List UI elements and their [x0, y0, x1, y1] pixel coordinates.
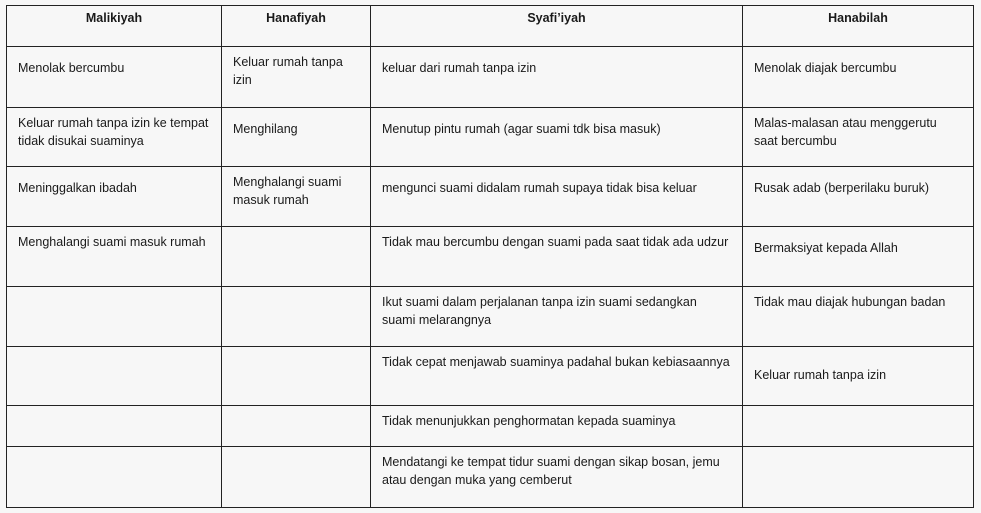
- table-row: [7, 108, 974, 167]
- table-cell: Rusak adab (berperilaku buruk): [743, 167, 974, 227]
- table-cell: Menghalangi suami masuk rumah: [7, 227, 222, 287]
- table-row: [7, 167, 974, 227]
- table-cell: [7, 406, 222, 447]
- table-cell: Bermaksiyat kepada Allah: [743, 227, 974, 287]
- table-cell: [743, 406, 974, 447]
- table-cell: [7, 347, 222, 406]
- table-cell: keluar dari rumah tanpa izin: [371, 47, 743, 108]
- table-cell: Tidak mau bercumbu dengan suami pada saat tidak ada udzur: [371, 227, 743, 287]
- table-cell: Menolak diajak bercumbu: [743, 47, 974, 108]
- table-cell: Tidak cepat menjawab suaminya padahal bukan kebiasaannya: [371, 347, 743, 406]
- table-cell: Menghalangi suami masuk rumah: [222, 167, 371, 227]
- table-cell: Menutup pintu rumah (agar suami tdk bisa masuk): [371, 108, 743, 167]
- table-cell: Keluar rumah tanpa izin: [222, 47, 371, 108]
- table-cell: Tidak mau diajak hubungan badan: [743, 287, 974, 347]
- comparison-table: [6, 5, 974, 508]
- header-hanabilah: Hanabilah: [743, 6, 974, 47]
- table-row: [7, 287, 974, 347]
- table-cell: [222, 347, 371, 406]
- table-row: [7, 406, 974, 447]
- table-cell: Keluar rumah tanpa izin ke tempat tidak disukai suaminya: [7, 108, 222, 167]
- table-cell: [222, 406, 371, 447]
- table-cell: Keluar rumah tanpa izin: [743, 347, 974, 406]
- table-cell: [222, 287, 371, 347]
- table-row: [7, 227, 974, 287]
- table-cell: Ikut suami dalam perjalanan tanpa izin suami sedangkan suami melarangnya: [371, 287, 743, 347]
- table-cell: [222, 227, 371, 287]
- table-cell: Tidak menunjukkan penghormatan kepada suaminya: [371, 406, 743, 447]
- header-malikiyah: Malikiyah: [7, 6, 222, 47]
- header-hanafiyah: Hanafiyah: [222, 6, 371, 47]
- header-syafiiyah: Syafi’iyah: [371, 6, 743, 47]
- table-cell: [222, 447, 371, 508]
- table-row: [7, 47, 974, 108]
- table-cell: [7, 447, 222, 508]
- table-cell: Mendatangi ke tempat tidur suami dengan sikap bosan, jemu atau dengan muka yang cemberut: [371, 447, 743, 508]
- header-row: [7, 6, 974, 47]
- table-row: [7, 347, 974, 406]
- table-cell: Malas-malasan atau menggerutu saat bercumbu: [743, 108, 974, 167]
- table-cell: Meninggalkan ibadah: [7, 167, 222, 227]
- table-row: [7, 447, 974, 508]
- table-cell: [7, 287, 222, 347]
- table-cell: mengunci suami didalam rumah supaya tidak bisa keluar: [371, 167, 743, 227]
- table-cell: Menghilang: [222, 108, 371, 167]
- table-cell: Menolak bercumbu: [7, 47, 222, 108]
- table-cell: [743, 447, 974, 508]
